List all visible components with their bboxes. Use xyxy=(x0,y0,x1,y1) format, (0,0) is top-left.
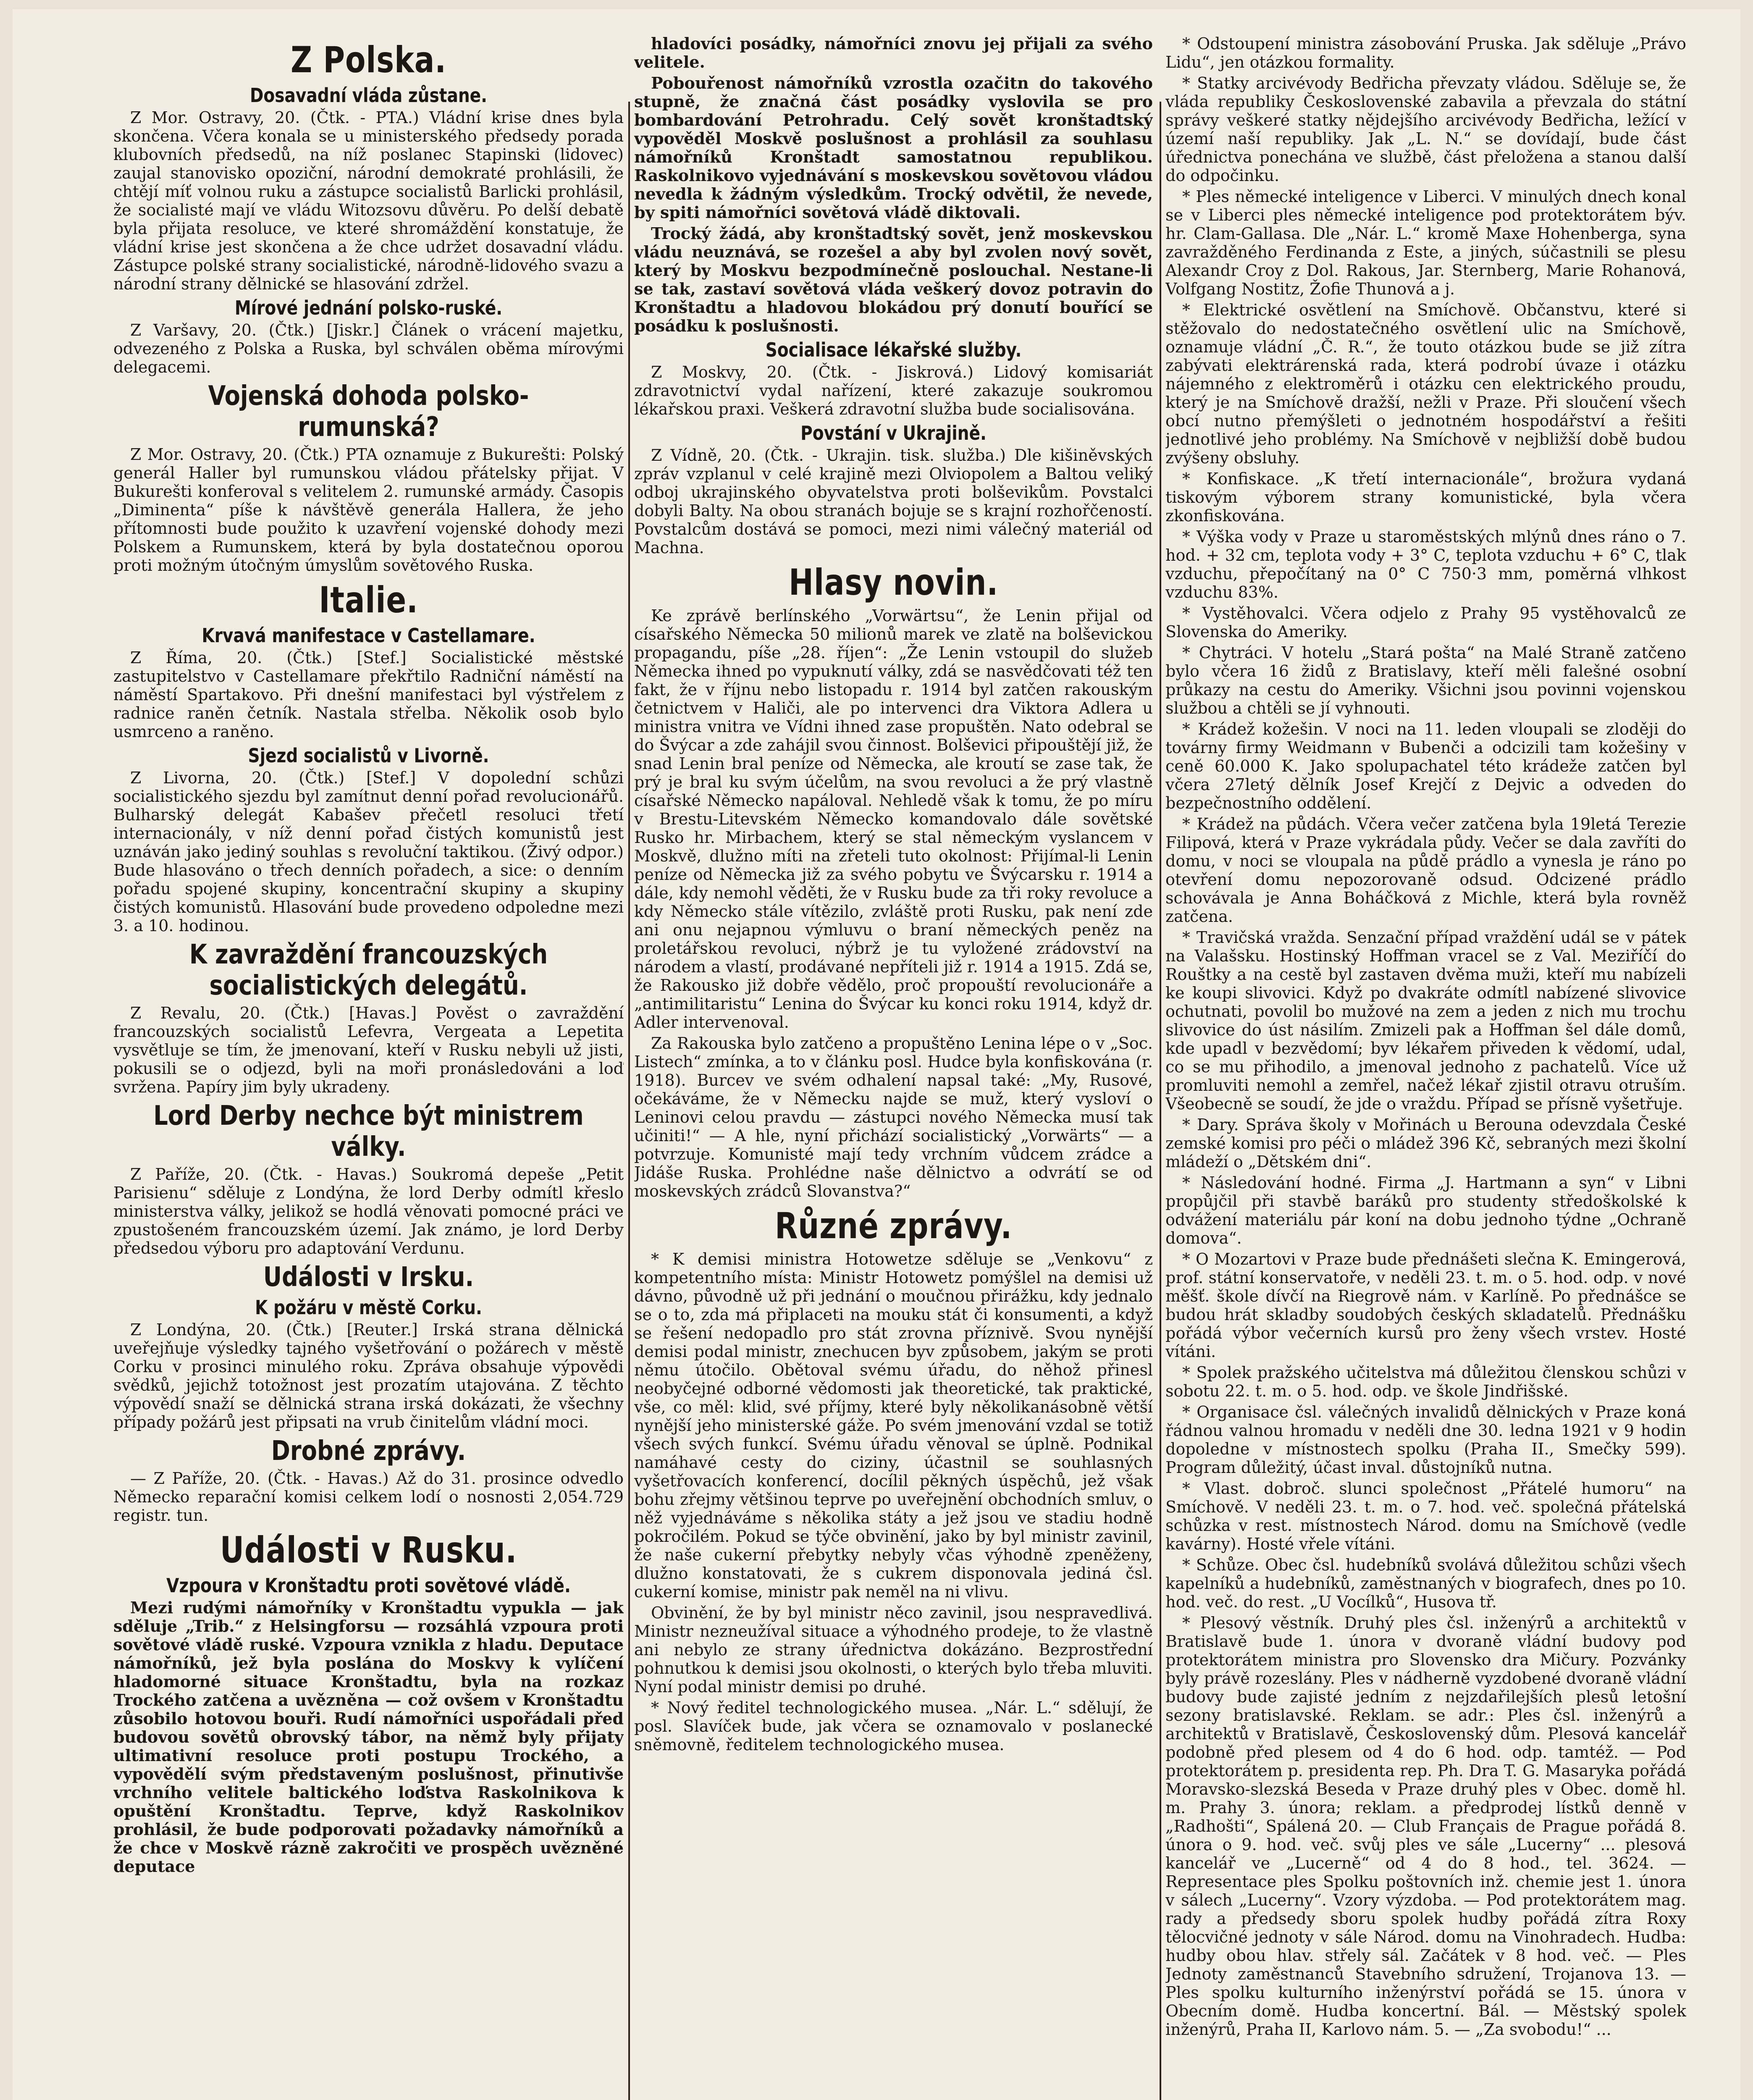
column-3 xyxy=(1165,34,1686,2100)
column-2 xyxy=(634,34,1153,2100)
article-hlasy-1: Ke zprávě berlínského „Vorwärtsu“, že Lenin přijal od císařského Německa 50 milionů marek ve zlatě na bolševickou propagandu, píše „28. říjen“: „Že Lenin vstoupil do služeb Německa ihned po vypuknutí války, zdá se nasvědčovati též ten fakt, že v říjnu nebo listopadu r. 1914 byl zatčen rakouským četnictvem v Haliči, ale po intervenci dra Viktora Adlera u ministra vnitra ve Vídni ihned zase propuštěn. Nato odebral se do Švýcar a zde zahájil svou činnost. Bolševici připouštějí již, že snad Lenin bral peníze od Německa, ale kroutí se zase tak, že prý je bral ku svým účelům, na svou revoluci a že prý vlastně císařské Německo napáloval. Nehledě však k tomu, že po míru v Brestu-Litevském Německo komandovalo dále sovětské Rusko hr. Mirbachem, který se stal německým vyslancem v Moskvě, dlužno míti na zřeteli tuto okolnost: Přijímal-li Lenin peníze od Německa již za svého pobytu ve Švýcarsku r. 1914 a dále, kdy nemohl věděti, že v Rusku bude za tři roky revoluce a kdy Německo stále vítězilo, zvláště proti Rusku, pak není zde ani onu nejapnou výmluvu o braní německých peněz na proletářskou revoluci, nýbrž je tu vyložené zrádovství na národem a vlastí, prodávané nepříteli již r. 1914 a 1915. Zdá se, že Rakousko již dobře vědělo, proč propouští revolucionáře a „antimilitaristu“ Lenina do Švýcar ku konci roku 1914, když dr. Adler intervenoval. xyxy=(634,606,1153,1032)
heading-irsko: Události v Irsku. xyxy=(263,1262,474,1293)
heading-drobne: Drobné zprávy. xyxy=(271,1436,466,1467)
article-sjezd: Z Livorna, 20. (Čtk.) [Stef.] V dopolední schůzi socialistického sjezdu byl zamítnut denní pořad revolucionářů. Bulharský delegát Kabašev přečetl resoluci třetí internacionály, v níž denní pořad čistých komunistů jest uznáván jako jediný souhlas s revoluční taktikou. (Živý odpor.) Bude hlasováno o třech denních pořadech, a sice: o denním pořadu spojené skupiny, koncentrační skupiny a skupiny čistých komunistů. Hlasování bude provedeno odpoledne mezi 3. a 10. hodinou. xyxy=(113,769,624,935)
subheading-vzpoura: Vzpoura v Kronštadtu proti sovětové vládě. xyxy=(166,1574,571,1597)
item-elektricke: * Elektrické osvětlení na Smíchově. Občanstvu, které si stěžovalo do nedostatečného osvětlení ulic na Smíchově, oznamuje vládní „Č. R.“, že touto otázkou bude se již zítra zabývati elektrárenská rada, která podrobí úvaze i otázku nájemného z elektroměrů i otázku cen elektrického proudu, který je na Smíchově dražší, nežli v Praze. Při sloučení všech obcí nutno přemýšleti o jednotném hospodářství a řešiti jednotlivé jeho problémy. Na Smíchově v nejbližší době budou zvýšeny obsluhy. xyxy=(1165,301,1686,467)
item-pratele-humoru: * Vlast. dobroč. slunci společnost „Přátelé humoru“ na Smíchově. V neděli 23. t. m. o 7. hod. več. společná přátelská schůzka v rest. místnostech Národ. domu na Smíchově (vedle kavárny). Hosté vřele vítáni. xyxy=(1165,1479,1686,1553)
article-vlada: Z Mor. Ostravy, 20. (Čtk. - PTA.) Vládní krise dnes byla skončena. Včera konala se u ministerského předsedy porada klubovních předsedů, na níž poslanec Stapinski (lidovec) zaujal stanovisko opoziční, národní demokraté prohlásili, že chtějí míť volnou ruku a zástupce socialistů Barlicki prohlásil, že socialisté mají ve vládu Witozsovu důvěru. Po delší debatě byla přijata resoluce, ve které shromáždění konstatuje, že vládní krise jest skončena a že chce udržet dosavadní vládu. Zástupce polské strany socialistické, národně-lidového svazu a národní strany dělnické se hlasování zdržel. xyxy=(113,108,624,293)
item-kradez-kozesin: * Krádež kožešin. V noci na 11. leden vloupali se zloději do továrny firmy Weidmann v Bubenči a odcizili tam kožešiny v ceně 60.000 K. Jako spolupachatel této krádeže zatčen byl včera 27letý dělník Josef Krejčí z Dejvic a odveden do bezpečnostního oddělení. xyxy=(1165,720,1686,812)
item-plesovy-vestnik: * Plesový věstník. Druhý ples čsl. inženýrů a architektů v Bratislavě bude 1. února v dvoraně vládní budovy pod protektorátem ministra pro Slovensko dra Mičury. Pozvánky byly právě rozeslány. Ples v nádherně vyzdobené dvoraně vládní budovy bude zajisté jedním z nejzdařilejších plesů letošní sezony bratislavské. Reklam. se adr.: Ples čsl. inženýrů a architektů v Bratislavě, Československý dům. Plesová kancelář podobně před plesem od 4 do 6 hod. odp. tamtéž. — Pod protektorátem p. presidenta rep. Ph. Dra T. G. Masaryka pořádá Moravsko-slezská Beseda v Praze druhý ples v Obec. domě hl. m. Prahy 3. února; reklam. a předprodej lístků denně v „Radhošti“, Spálená 20. — Club Français de Prague pořádá 8. února o 9. hod. več. svůj ples ve sále „Lucerny“ ... plesová kancelář ve „Lucerně“ od 4 do 8 hod., tel. 3624. — Representace ples Spolku poštovních inž. chemie jest 1. února v sálech „Lucerny“. Vzory výzdoba. — Pod protektorátem mag. rady a předsedy sboru spolek hudby pořádá zítra Roxy tělocvičné jednoty v sále Národ. domu na Vinohradech. Hudba: hudby obou hlav. střely sál. Začátek v 8 hod. več. — Ples Jednoty zaměstnanců Stavebního sdružení, Trojanova 13. — Ples spolku kulturního inženýrství pořádá se 15. února v Obecním domě. Hudba koncertní. Bál. — Městský spolek inženýrů, Praha II, Karlovo nám. 5. — „Za svobodu!“ ... xyxy=(1165,1614,1686,2039)
article-hlasy-2: Za Rakouska bylo zatčeno a propuštěno Lenina lépe o v „Soc. Listech“ zmínka, a to v článku posl. Hudce byla konfiskována (r. 1918). Burcev ve svém odhalení napsal také: „My, Rusové, očekáváme, že v Německu najde se muž, který vysloví o Leninovi celou pravdu — zástupci nového Německa musí tak učiniti!“ — A hle, nyní přichází socialistický „Vorwärts“ — a potvrzuje. Komunisté mají tedy vrchním vůdcem zrádce a Jidáše Ruska. Prohlédne naše dělnictvo a odvrátí se od moskevských zrádců Slovanstva?“ xyxy=(634,1034,1153,1200)
article-pobourenost: Pobouřenost námořníků vzrostla ozačitn do takového stupně, že značná část posádky vyslovila se pro bombardování Petrohradu. Celý sovět kronštadtský vypověděl Moskvě poslušnost a prohlásil za souhlasu námořníků Kronštadt samostatnou republikou. Raskolnikovo vyjednávání s moskevskou sovětovou vládou nevedla k žádným výsledkům. Trocký odvětil, že nevede, by spiti námořníci sovětová vládě diktovali. xyxy=(634,74,1153,222)
subheading-krvava: Krvavá manifestace v Castellamare. xyxy=(202,624,535,647)
article-vzpoura: Mezi rudými námořníky v Kronštadtu vypukla — jak sděluje „Trib.“ z Helsingforsu — rozsáhlá vzpoura proti sovětové vládě ruské. Vzpoura vznikla z hladu. Deputace námořníků, jež byla poslána do Moskvy k vylíčení hladomorné situace Kronštadtu, byla na rozkaz Trockého zatčena a uvězněna — což ovšem v Kronštadtu zůsobilo hotovou bouři. Rudí námořníci uspořádali před budovou sovětů obrovský tábor, na němž byly přijaty ultimativní resoluce proti postupu Trockého, a vypovědělí svým představeným poslušnost, přinutivše vrchního velitele baltického loďstva Raskolnikova k opuštění Kronštadtu. Teprve, když Raskolnikov prohlásil, že bude podporovati požadavky námořníků a že chce v Moskvě rázně zakročiti ve prospěch uvězněné deputace xyxy=(113,1598,624,1876)
article-vzpoura-cont: hladovíci posádky, námořníci znovu jej přijali za svého velitele. xyxy=(634,34,1153,71)
article-krvava: Z Říma, 20. (Čtk.) [Stef.] Socialistické městské zastupitelstvo v Castellamare překřtilo Radniční náměstí na náměstí Spartakovo. Při dnešní manifestaci byl výstřelem z radnice raněn četník. Nastala střelba. Několik osob bylo usmrceno a raněno. xyxy=(113,648,624,741)
article-derby: Z Paříže, 20. (Čtk. - Havas.) Soukromá depeše „Petit Parisienu“ sděluje z Londýna, že lord Derby odmítl křeslo ministerstva války, jelikož se hodlá věnovati pomocné práci ve zpustošeném francouzském území. Jak známo, je lord Derby předsedou výboru pro adaptování Verdunu. xyxy=(113,1165,624,1257)
item-vyska-vody: * Výška vody v Praze u staroměstských mlýnů dnes ráno o 7. hod. + 32 cm, teplota vody + 3° C, teplota vzduchu + 6° C, tlak vzduchu, přepočítaný na 0° C 750·3 mm, poměrná vlhkost vzduchu 83%. xyxy=(1165,528,1686,601)
article-zavrazdeni: Z Revalu, 20. (Čtk.) [Havas.] Pověst o zavraždění francouzských socialistů Lefevra, Vergeata a Lepetita vysvětluje se tím, že jmenovaní, kteří v Rusku nebyli už jisti, pokusili se o odjezd, byli na moři pronásledováni a loď svržena. Papíry jim byly ukradeny. xyxy=(113,1004,624,1096)
heading-italie: Italie. xyxy=(319,579,418,621)
heading-zavrazdeni: K zavraždění francouzských socialistických delegátů. xyxy=(189,939,548,1001)
heading-polska: Z Polska. xyxy=(291,39,446,81)
item-nasledovani: * Následování hodné. Firma „J. Hartmann a syn“ v Libni propůjčil při stavbě baráků pro studenty středoškolské k odvážení materiálu pár koní na dobu jednoho týdne „Ochraně domova“. xyxy=(1165,1173,1686,1247)
article-museum: * Nový ředitel technologického musea. „Nár. L.“ sdělují, že posl. Slavíček bude, jak včera se oznamovalo v poslanecké sněmovně, ředitelem technologického musea. xyxy=(634,1698,1153,1754)
item-odstoupeni: * Odstoupení ministra zásobování Pruska. Jak sděluje „Právo Lidu“, jen otázkou formality. xyxy=(1165,34,1686,71)
item-schuze: * Schůze. Obec čsl. hudebníků svolává důležitou schůzi všech kapelníků a hudebníků, zaměstnaných v biografech, dnes po 10. hod. več. do rest. „U Vocílků“, Husova tř. xyxy=(1165,1556,1686,1611)
subheading-socialisace: Socialisace lékařské služby. xyxy=(765,339,1022,361)
subheading-mir: Mírové jednání polsko-ruské. xyxy=(234,297,503,319)
heading-ruzne: Různé zprávy. xyxy=(775,1205,1012,1247)
article-trocky: Trocký žádá, aby kronštadtský sovět, jenž moskevskou vládu neuznává, se rozešel a aby byl zvolen nový sovět, který by Moskvu bezpodmínečně poslouchal. Nestane-li se tak, zastaví sovětová vláda veškerý dovoz potravin do Kronštadtu a hladovou blokádou prý donutí bouřící se posádku k poslušnosti. xyxy=(634,224,1153,335)
subheading-sjezd: Sjezd socialistů v Livorně. xyxy=(248,744,489,767)
heading-vojenska: Vojenská dohoda polsko-rumunská? xyxy=(208,381,529,443)
heading-derby: Lord Derby nechce být ministrem války. xyxy=(153,1100,584,1163)
column-rule xyxy=(628,102,630,2100)
article-pozar: Z Londýna, 20. (Čtk.) [Reuter.] Irská strana dělnická uveřejňuje výsledky tajného vyšetřování o požárech v městě Corku v prosinci minulého roku. Zpráva obsahuje výpovědi svědků, jejichž totožnost jest prozatím utajována. Z těchto výpovědí snaží se dělnická strana irská dokázati, že všechny případy požárů jest připsati na vrub činitelům vládní moci. xyxy=(113,1320,624,1431)
item-ples: * Ples německé inteligence v Liberci. V minulých dnech konal se v Liberci ples německé inteligence pod protektorátem býv. hr. Clam-Gallasa. Dle „Nár. L.“ kromě Maxe Hohenberga, syna zavražděného Ferdinanda z Este, a jiných, súčastnili se plesu Alexandr Croy z Dol. Rakous, Jar. Sternberg, Marie Rohanová, Volfgang Nostitz, Žofie Thunová a j. xyxy=(1165,187,1686,298)
heading-hlasy: Hlasy novin. xyxy=(789,562,998,604)
subheading-povstani: Povstání v Ukrajině. xyxy=(800,422,987,444)
subheading-vlada: Dosavadní vláda zůstane. xyxy=(249,84,488,107)
item-konfiskace: * Konfiskace. „K třetí internacionále“, brožura vydaná tiskovým výborem strany komunistické, byla včera zkonfiskována. xyxy=(1165,470,1686,525)
article-drobne: — Z Paříže, 20. (Čtk. - Havas.) Až do 31. prosince odvedlo Německo reparační komisi celkem lodí o nosnosti 2,054.729 registr. tun. xyxy=(113,1469,624,1525)
item-dary: * Dary. Správa školy v Mořinách u Berouna odevzdala České zemské komisi pro péči o mládež 396 Kč, sebraných mezi školní mládeží o „Dětském dni“. xyxy=(1165,1116,1686,1171)
article-mir: Z Varšavy, 20. (Čtk.) [Jiskr.] Článek o vrácení majetku, odvezeného z Polska a Ruska, byl schválen oběma mírovými delegacemi. xyxy=(113,321,624,376)
item-travicska-vrazda: * Travičská vražda. Senzační případ vraždění udál se v pátek na Valašsku. Hostinský Hoffman vracel se z Val. Meziříčí do Rouštky a na cestě byl zastaven dvěma muži, kteří mu nabízeli ke koupi slivovici. Když po dvakráte odmítl nabízené slivovice ochutnati, povolil bo mužové na zem a jeden z nich mu trochu slivovice do úst násilím. Zmizeli pak a Hoffman šel dále domů, kde upadl v bezvědomí; byv lékařem přiveden k vědomí, udal, co se mu přihodilo, a jmenoval jednoho z pachatelů. Více už promluviti nemohl a zemřel, načež lékař zjistil otravu otruším. Všeobecně se soudí, že jde o vraždu. Případ se přísně vyšetřuje. xyxy=(1165,928,1686,1113)
item-mozart: * O Mozartovi v Praze bude přednášeti slečna K. Emingerová, prof. státní konservatoře, v neděli 23. t. m. o 5. hod. odp. v nové měšť. škole dívčí na Riegrově nám. v Karlíně. Po přednášce se budou hrát skladby soudobých českých skladatelů. Přednášku pořádá výbor večerních kursů pro ženy všech vrstev. Hosté vítáni. xyxy=(1165,1250,1686,1361)
item-organisace: * Organisace čsl. válečných invalidů dělnických v Praze koná řádnou valnou hromadu v neděli dne 30. ledna 1921 v 9 hodin dopoledne v místnostech spolku (Praha II., Smečky 599). Program důležitý, účast inval. důstojníků nutna. xyxy=(1165,1403,1686,1477)
item-spolek: * Spolek pražského učitelstva má důležitou členskou schůzi v sobotu 22. t. m. o 5. hod. odp. ve škole Jindřišské. xyxy=(1165,1363,1686,1400)
item-chytraci: * Chytráci. V hotelu „Stará pošta“ na Malé Straně zatčeno bylo včera 16 židů z Bratislavy, kteří měli falešné osobní průkazy na cestu do Ameriky. Všichni jsou povinni vojenskou službou a chtěli se jí vyhnouti. xyxy=(1165,643,1686,717)
article-vojenska: Z Mor. Ostravy, 20. (Čtk.) PTA oznamuje z Bukurešti: Polský generál Haller byl rumunskou vládou přátelsky přijat. V Bukurešti konferoval s velitelem 2. rumunské armády. Časopis „Diminenta“ píše k návštěvě generála Hallera, že jeho přítomnosti bude použito k uzavření vojenské dohody mezi Polskem a Rumunskem, která by byla dostatečnou oporou proti možným útočným úmyslům sovětového Ruska. xyxy=(113,445,624,575)
article-povstani: Z Vídně, 20. (Čtk. - Ukrajin. tisk. služba.) Dle kišiněvských zpráv vzplanul v celé krajině mezi Olviopolem a Baltou veliký odboj ukrajinského obyvatelstva proti bolševikům. Povstalci dobyli Balty. Na obou stranách bojuje se s krajní rozhořčeností. Povstalcům dostává se pomoci, mezi nimi válečný materiál od Machna. xyxy=(634,446,1153,557)
item-statky: * Statky arcivévody Bedřicha převzaty vládou. Sděluje se, že vláda republiky Československé zabavila a převzala do státní správy veškeré statky nějdejšího arcivévody Bedřicha, ležící v území naší republiky. Jak „L. N.“ se dovídají, bude část úřednictva ponechána ve službě, část přeložena a stanou další do odpočinku. xyxy=(1165,74,1686,185)
column-1 xyxy=(113,34,624,2100)
article-ruzne-2: Obvinění, že by byl ministr něco zavinil, jsou nespravedlivá. Ministr nezneužíval situace a výhodného prodeje, to že vlastně ani nebylo ze strany úřednictva dokázáno. Bezprostřední pohnutkou k demisi jsou okolnosti, o kterých bylo třeba mluviti. Nyní podal ministr demisi po druhé. xyxy=(634,1604,1153,1696)
article-socialisace: Z Moskvy, 20. (Čtk. - Jiskrová.) Lidový komisariát zdravotnictví vydal nařízení, které zakazuje soukromou lékařskou praxi. Veškerá zdravotní služba bude socialisována. xyxy=(634,363,1153,418)
item-vystehovalci: * Vystěhovalci. Včera odjelo z Prahy 95 vystěhovalců ze Slovenska do Ameriky. xyxy=(1165,604,1686,641)
subheading-pozar: K požáru v městě Corku. xyxy=(255,1296,482,1319)
article-ruzne-1: * K demisi ministra Hotowetze sděluje se „Venkovu“ z kompetentního místa: Ministr Hotowetz pomýšlel na demisi už dávno, původně už při jednání o moučnou přirážku, kdy jednalo se o to, zda má připlaceti na mouku stát či konsumenti, a když se řešení nedopadlo pro stát zrovna příznivě. Svou nynější demisi podal ministr, znechucen byv způsobem, jakým se proti němu útočilo. Obětoval svému úřadu, do něhož přinesl neobyčejné odborné vědomosti jak theoretické, tak praktické, vše, co měl: klid, své příjmy, které byly několikanásobně větší nynější jeho ministerské gáže. Po svém jmenování vzdal se totiž všech svých funkcí. Svému úřadu věnoval se úplně. Podnikal namáhavé cesty do ciziny, účastnil se souhlasných vyšetřovacích konferencí, docílil pěkných úspěchů, jež však bohu zřejmy většinou teprve po uveřejnění obchodních smluv, o něž vyjednáváme s několika státy a jež jsou ve stadiu hodně pokročilém. Pokud se týče obvinění, jako by byl ministr zavinil, že naše cukerní přebytky nebyly včas výhodně zpeněženy, dlužno konstatovati, že s cukrem disponovala jediná čsl. cukerní komise, ministr pak neměl na ni vlivu. xyxy=(634,1250,1153,1601)
newspaper-page xyxy=(13,9,1740,2100)
column-rule xyxy=(1160,102,1161,2100)
heading-rusko: Události v Rusku. xyxy=(220,1529,517,1571)
item-kradez-pudy: * Krádež na půdách. Včera večer zatčena byla 19letá Terezie Filipová, která v Praze vykrádala půdy. Večer se dala zavříti do domu, v noci se vloupala na půdě prádlo a vynesla je ráno po otevření domu nepozorovaně odsud. Odcizené prádlo schovávala je Anna Boháčková z Michle, která byla rovněž zatčena. xyxy=(1165,815,1686,926)
